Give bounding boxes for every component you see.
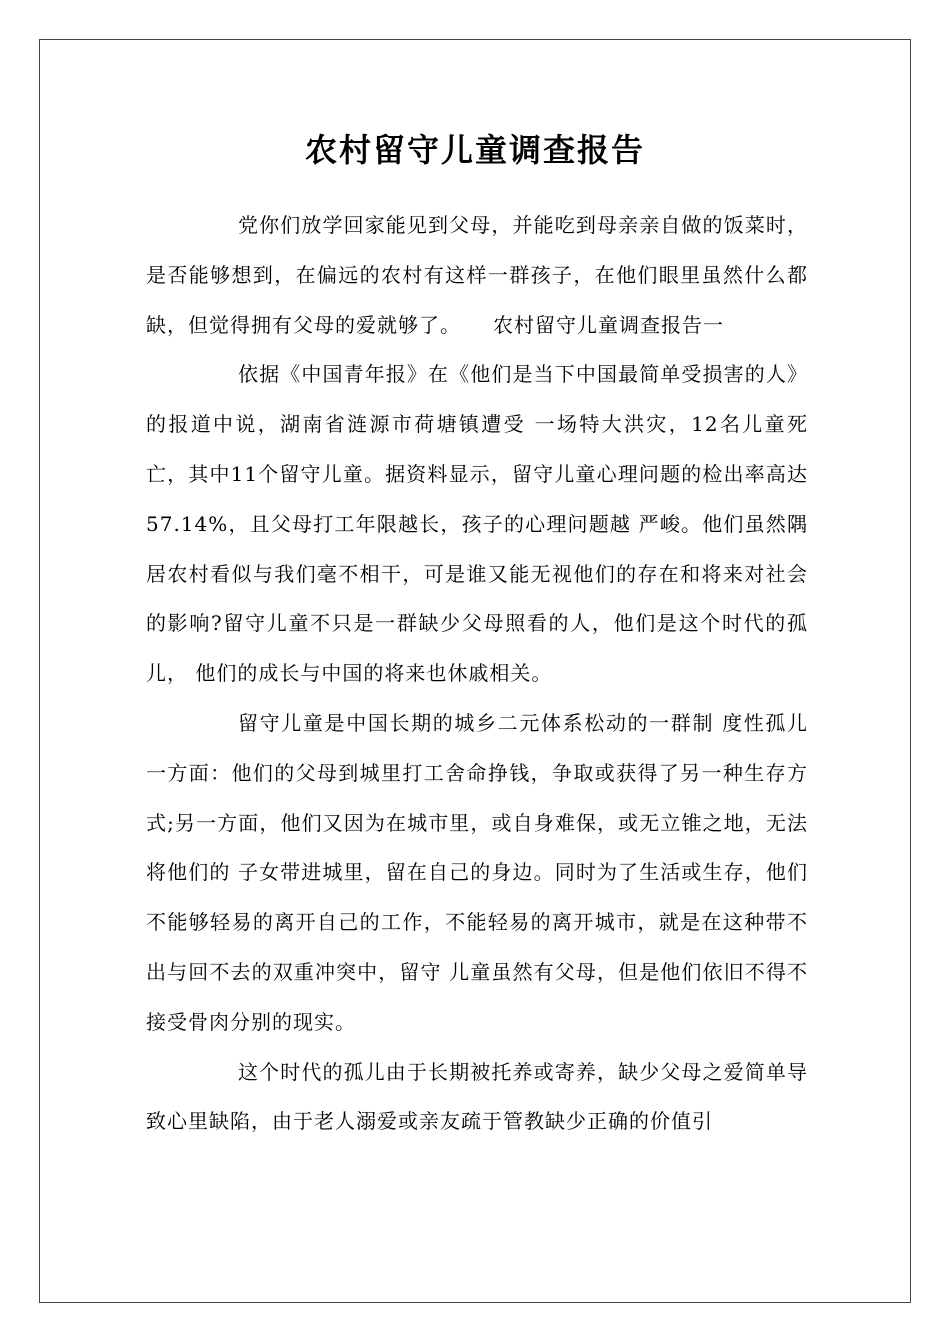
document-title: 农村留守儿童调查报告 [304, 131, 645, 169]
paragraph-report-citation: 依据《中国青年报》在《他们是当下中国最简单受损害的人》的报道中说，湖南省涟源市荷塘镇遭受 一场特大洪灾，12名儿童死亡，其中11个留守儿童。据资料显示，留守儿童心理问题的检出率高达57.14%，且父母打工年限越长，孩子的心理问题越 严峻。他们虽然隅居农村看似与我们毫不相干，可是谁又能无视他们的存在和将来对社会的影响?留守儿童不只是一群缺少父母照看的人，他们是这个时代的孤儿， 他们的成长与中国的将来也休戚相关。 [146, 362, 808, 686]
document-body [146, 201, 808, 1147]
paragraph-consequences: 这个时代的孤儿由于长期被托养或寄养，缺少父母之爱简单导致心里缺陷，由于老人溺爱或亲友疏于管教缺少正确的价值引 [146, 1059, 808, 1134]
paragraph-intro: 党你们放学回家能见到父母，并能吃到母亲亲自做的饭菜时，是否能够想到，在偏远的农村有这样一群孩子，在他们眼里虽然什么都缺，但觉得拥有父母的爱就够了。 农村留守儿童调查报告一 [146, 213, 808, 337]
paragraph-institutional-orphans: 留守儿童是中国长期的城乡二元体系松动的一群制 度性孤儿一方面：他们的父母到城里打工舍命挣钱，争取或获得了另一种生存方式;另一方面，他们又因为在城市里，或自身难保，或无立锥之地，无法将他们的 子女带进城里，留在自己的身边。同时为了生活或生存，他们不能够轻易的离开自己的工作，不能轻易的离开城市，就是在这种带不出与回不去的双重冲突中，留守 儿童虽然有父母，但是他们依旧不得不接受骨肉分别的现实。 [146, 710, 808, 1034]
